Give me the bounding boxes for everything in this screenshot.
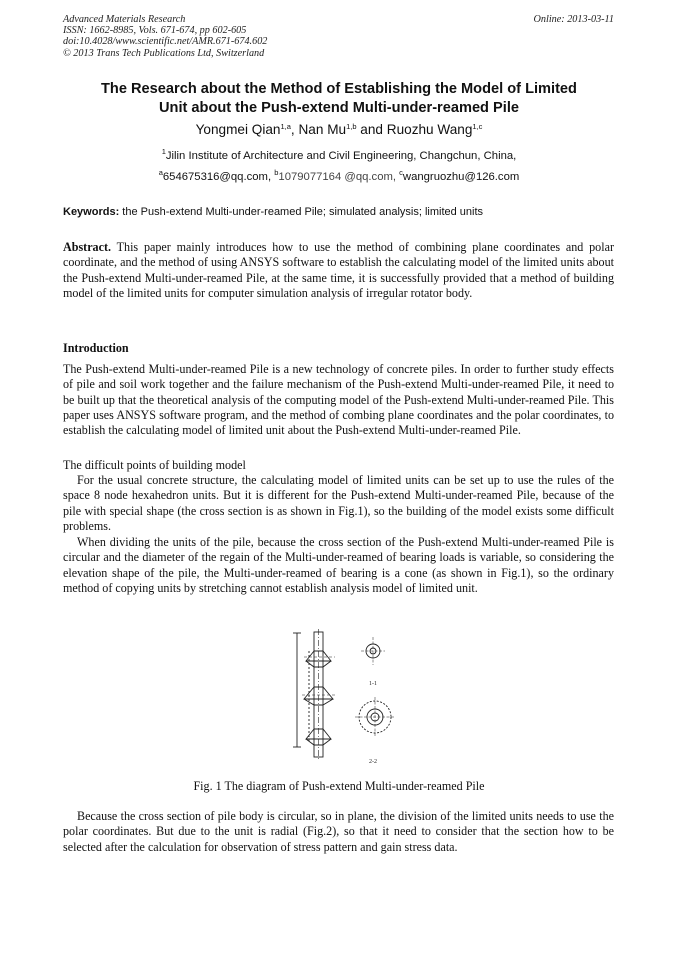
copyright-line: © 2013 Trans Tech Publications Ltd, Switzerland (63, 47, 265, 59)
keywords-text: the Push-extend Multi-under-reamed Pile; simulated analysis; limited units (119, 206, 484, 218)
email-a[interactable]: 654675316@qq.com, (162, 171, 275, 183)
author-separator: , (290, 122, 299, 137)
title-line-2: Unit about the Push-extend Multi-under-reamed Pile (158, 99, 519, 116)
author-2: Nan Mu (298, 122, 347, 137)
body-paragraph: Because the cross section of pile body is circular, so in plane, the division of the limited units needs to use the polar coordinates. But due to the unit is radial (Fig.2), so that it need to consider that the section how to be selected after the calculation for observation of stress pattern and gain stress data. (63, 809, 614, 854)
author-1: Yongmei Qian (195, 122, 281, 137)
abstract (63, 240, 614, 301)
title-line-1: The Research about the Method of Establishing the Model of Limited (101, 81, 577, 97)
introduction-heading: Introduction (63, 341, 129, 355)
author-2-sup: 1,b (346, 122, 357, 131)
keywords-label: Keywords: (63, 206, 120, 218)
section-label-1: 1-1 (369, 681, 377, 687)
author-1-sup: 1,a (280, 122, 291, 131)
author-3: Ruozhu Wang (386, 122, 473, 137)
email-a-sup: a (158, 168, 163, 177)
email-c[interactable]: wangruozhu@126.com (402, 171, 520, 183)
intro-paragraph-1: The Push-extend Multi-under-reamed Pile is a new technology of concrete piles. In order to further study effects of pile and soil work together and the failure mechanism of the Push-extend Multi-under-reamed Pile, it need to be built up that the theoretical analysis of the computing model of the Push-extend Multi-under-reamed Pile. This paper uses ANSYS software program, and the method of combing plane coordinates and the polar coordinates, to establish the calculating model of limited unit about the Push-extend Multi-under-reamed Pile. (63, 362, 614, 438)
intro-paragraph-3: When dividing the units of the pile, because the cross section of the Push-extend Multi-under-reamed Pile is circular and the diameter of the regain of the Multi-under-reamed of bearing loads is variable, so considering the elevation shape of the pile, the Multi-under-reamed of bearing is a cone (as shown in Fig.1), so the ordinary method of copying units by stretching cannot establish analysis model of limited unit. (63, 535, 614, 595)
doi-line: doi:10.4028/www.scientific.net/AMR.671-674.602 (63, 36, 268, 48)
affiliation-number: 1 (161, 147, 166, 156)
online-date: Online: 2013-03-11 (533, 14, 614, 25)
section-label-2: 2-2 (369, 759, 377, 765)
email-c-sup: c (399, 168, 403, 177)
keywords (63, 206, 615, 218)
abstract-text: This paper mainly introduces how to use the method of combining plane coordinates and polar coordinate, and the method of using ANSYS software to establish the calculating model of the limited units about the Push-extend Multi-under-reamed Pile, at the same time, it is successfully provided that a method of building model of the limited units for computer simulation analysis of irregular rotator body. (63, 240, 614, 300)
figure-caption: Fig. 1 The diagram of Push-extend Multi-under-reamed Pile (193, 779, 485, 793)
author-list (40, 122, 638, 137)
intro-paragraph-2: For the usual concrete structure, the calculating model of limited units can be set up to use the rules of the space 8 node hexahedron units. But it is different for the Push-extend Multi-under-reamed Pile, because of the pile with special shape (the cross section is as shown in Fig.1), so the building of the model exists some difficult problems. (63, 473, 614, 533)
author-separator: and (356, 122, 387, 137)
issn-line: ISSN: 1662-8985, Vols. 671-674, pp 602-605 (63, 25, 247, 37)
email-b-sup: b (274, 168, 279, 177)
affiliation-text: Jilin Institute of Architecture and Civil Engineering, Changchun, China, (165, 150, 517, 162)
email-b[interactable]: 1079077164 @qq.com, (278, 171, 400, 183)
intro-subheading: The difficult points of building model (63, 458, 246, 472)
email-line (40, 168, 638, 183)
pile-diagram (283, 629, 403, 769)
paper-title (40, 80, 638, 117)
journal-name: Advanced Materials Research (63, 14, 186, 25)
journal-header (63, 14, 267, 59)
author-3-sup: 1,c (472, 122, 483, 131)
abstract-label: Abstract. (63, 240, 112, 254)
affiliation (40, 147, 638, 162)
